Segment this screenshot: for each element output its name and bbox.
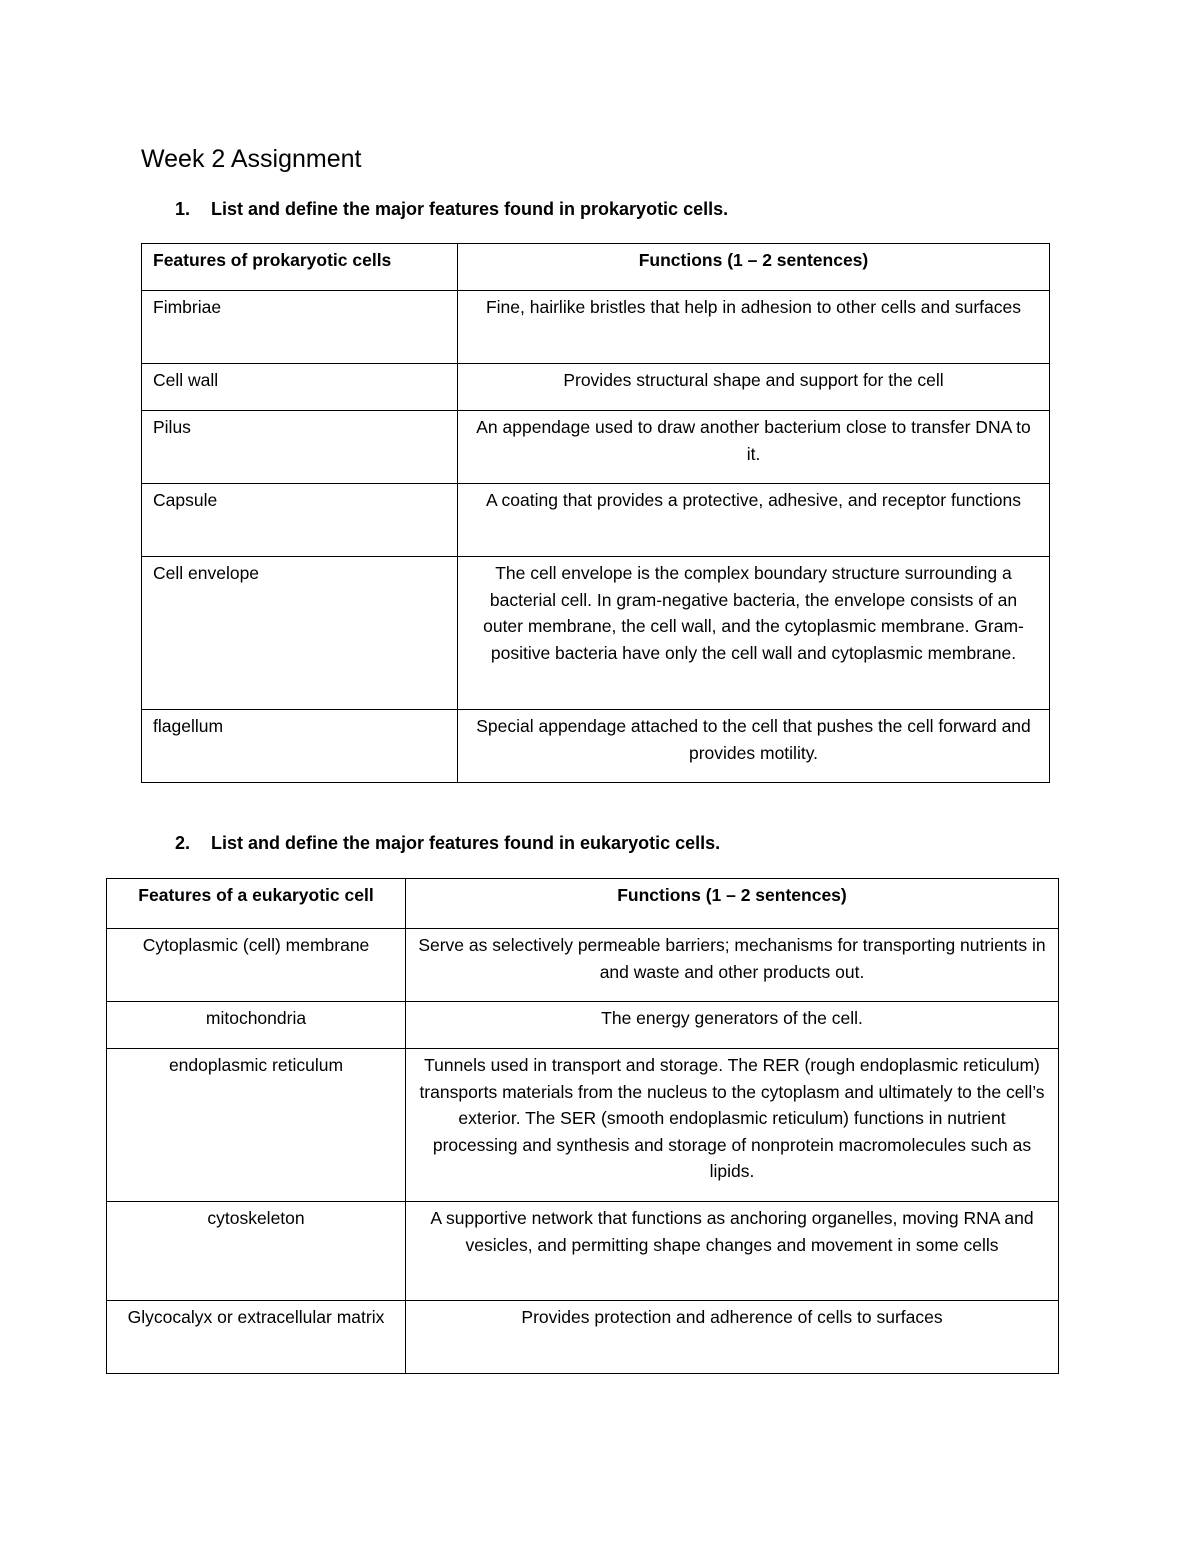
function-cell: A coating that provides a protective, adhesive, and receptor functions <box>458 484 1050 557</box>
question-2 <box>175 831 720 855</box>
table-row <box>142 484 1050 557</box>
feature-cell: cytoskeleton <box>107 1202 406 1301</box>
function-cell: An appendage used to draw another bacterium close to transfer DNA to it. <box>458 411 1050 484</box>
feature-cell: endoplasmic reticulum <box>107 1049 406 1202</box>
eukaryotic-features-table <box>106 878 1059 1374</box>
table-row <box>142 710 1050 783</box>
document-title: Week 2 Assignment <box>141 145 362 173</box>
feature-cell: mitochondria <box>107 1002 406 1049</box>
question-1-text: List and define the major features found in prokaryotic cells. <box>211 199 729 219</box>
table-row <box>107 1202 1059 1301</box>
feature-cell: Cell wall <box>142 364 458 411</box>
table-row <box>107 1049 1059 1202</box>
function-cell: Provides structural shape and support for the cell <box>458 364 1050 411</box>
table-row <box>107 1002 1059 1049</box>
table-header-function: Functions (1 – 2 sentences) <box>406 879 1059 929</box>
table-header-row <box>142 244 1050 291</box>
table-row <box>107 929 1059 1002</box>
feature-cell: Pilus <box>142 411 458 484</box>
table-row <box>142 411 1050 484</box>
table-header-row <box>107 879 1059 929</box>
table-header-feature: Features of prokaryotic cells <box>142 244 458 291</box>
feature-cell: Capsule <box>142 484 458 557</box>
function-cell: Fine, hairlike bristles that help in adhesion to other cells and surfaces <box>458 291 1050 364</box>
function-cell: Serve as selectively permeable barriers; mechanisms for transporting nutrients in and waste and other products out. <box>406 929 1059 1002</box>
function-cell: Provides protection and adherence of cells to surfaces <box>406 1301 1059 1374</box>
table-row <box>107 1301 1059 1374</box>
question-1 <box>175 197 728 221</box>
table-row <box>142 364 1050 411</box>
function-cell: A supportive network that functions as anchoring organelles, moving RNA and vesicles, and permitting shape changes and movement in some cells <box>406 1202 1059 1301</box>
table-header-feature: Features of a eukaryotic cell <box>107 879 406 929</box>
feature-cell: Glycocalyx or extracellular matrix <box>107 1301 406 1374</box>
feature-cell: Fimbriae <box>142 291 458 364</box>
table-header-function: Functions (1 – 2 sentences) <box>458 244 1050 291</box>
question-2-number: 2. <box>175 833 191 853</box>
feature-cell: flagellum <box>142 710 458 783</box>
question-2-text: List and define the major features found in eukaryotic cells. <box>211 833 721 853</box>
table-row <box>142 557 1050 710</box>
table-row <box>142 291 1050 364</box>
function-cell: Special appendage attached to the cell that pushes the cell forward and provides motility. <box>458 710 1050 783</box>
prokaryotic-features-table <box>141 243 1050 783</box>
function-cell: The energy generators of the cell. <box>406 1002 1059 1049</box>
feature-cell: Cytoplasmic (cell) membrane <box>107 929 406 1002</box>
feature-cell: Cell envelope <box>142 557 458 710</box>
function-cell: The cell envelope is the complex boundary structure surrounding a bacterial cell. In gram-negative bacteria, the envelope consists of an outer membrane, the cell wall, and the cytoplasmic membrane. Gram-positive bacteria have only the cell wall and cytoplasmic membrane. <box>458 557 1050 710</box>
question-1-number: 1. <box>175 199 191 219</box>
function-cell: Tunnels used in transport and storage. The RER (rough endoplasmic reticulum) transports materials from the nucleus to the cytoplasm and ultimately to the cell’s exterior. The SER (smooth endoplasmic reticulum) functions in nutrient processing and synthesis and storage of nonprotein macromolecules such as lipids. <box>406 1049 1059 1202</box>
